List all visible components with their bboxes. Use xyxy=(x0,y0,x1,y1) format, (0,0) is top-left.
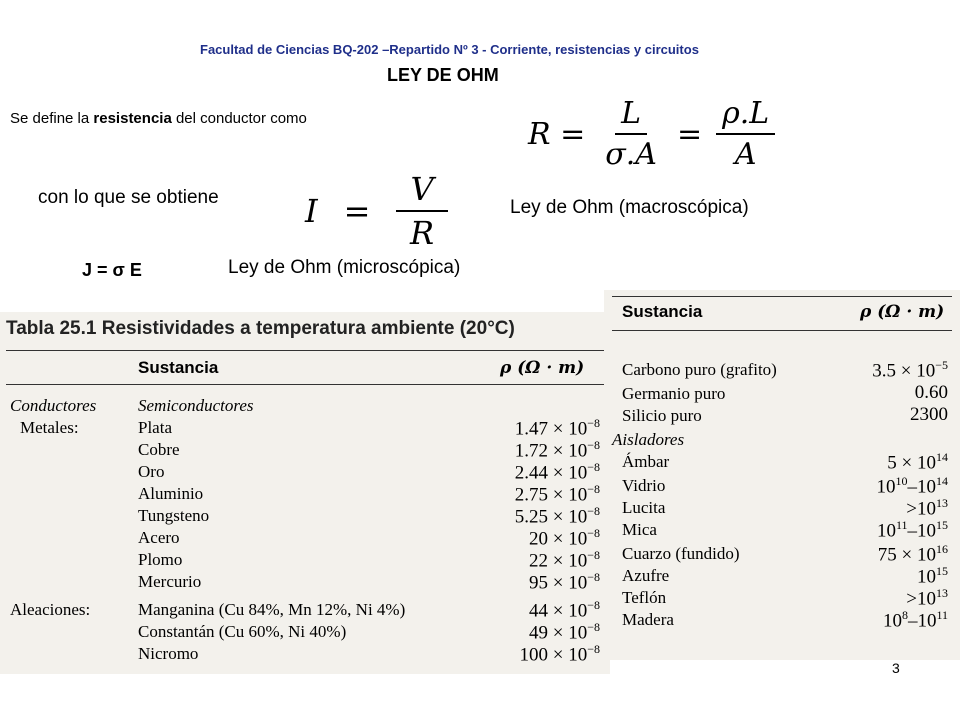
table2-row-value xyxy=(883,608,948,632)
table1-row-value xyxy=(529,548,600,572)
table2-row-value xyxy=(878,542,948,566)
formula2-fraction xyxy=(396,170,447,252)
table1-value-exponent: −8 xyxy=(587,526,600,540)
table1-row-value xyxy=(515,416,600,440)
table2-row-name: Cuarzo (fundido) xyxy=(622,544,740,563)
course-header: Facultad de Ciencias BQ-202 –Repartido Nº 3 - Corriente, resistencias y circuitos xyxy=(200,42,699,57)
table1-value-exponent: −8 xyxy=(587,482,600,496)
table2-value-base: >10 xyxy=(906,588,936,610)
intro-bold-term: resistencia xyxy=(93,110,172,127)
table1-row-value xyxy=(515,438,600,462)
table2-row-name: Silicio puro xyxy=(622,406,702,425)
intro-before: Se define la xyxy=(10,110,94,127)
table2-row-name: Lucita xyxy=(622,498,666,517)
table1-value-mantissa: 95 × 10 xyxy=(529,572,588,594)
table2-value-base: 0.60 xyxy=(914,382,948,403)
table2-value-base: 10 xyxy=(917,566,936,588)
table1-value-mantissa: 1.47 × 10 xyxy=(514,418,588,440)
table2-value-base: 2300 xyxy=(910,404,948,425)
table1-row-name: Plomo xyxy=(138,550,183,569)
table2-value-exponent: −5 xyxy=(935,358,948,372)
micro-label: Ley de Ohm (microscópica) xyxy=(228,257,461,278)
table1-row-name: Plata xyxy=(138,418,172,437)
table2-value-base: 10 xyxy=(876,476,896,498)
table2-top-rule xyxy=(612,296,952,297)
table2-row-value xyxy=(877,474,949,498)
table1-row-value xyxy=(529,526,600,550)
table2-row-name: Mica xyxy=(622,520,657,539)
table2-value-base: 3.5 × 10 xyxy=(872,360,936,382)
table1-row-name: Acero xyxy=(138,528,180,547)
table1-group-metals: Metales: xyxy=(20,418,79,437)
table1-value-mantissa: 44 × 10 xyxy=(529,600,588,622)
table2-row-name: Ámbar xyxy=(622,452,670,471)
table1-value-mantissa: 5.25 × 10 xyxy=(514,506,588,528)
table2-row-value xyxy=(915,382,948,404)
page-number: 3 xyxy=(892,660,900,676)
table2-row-name: Teflón xyxy=(622,588,667,607)
formula2-equals: = xyxy=(343,192,371,230)
formula2-num: V xyxy=(396,170,447,212)
table1-value-exponent: −8 xyxy=(587,416,600,430)
table2-value-exponent: 16 xyxy=(936,542,948,556)
table2-row-name: Carbono puro (grafito) xyxy=(622,360,777,379)
ohm-formula xyxy=(305,170,448,252)
table2-value-exponent: 13 xyxy=(936,586,948,600)
table2-value-suffix: –10 xyxy=(907,610,937,632)
table1-top-rule xyxy=(6,350,606,351)
table2-value-base: >10 xyxy=(906,498,936,520)
table1-value-mantissa: 100 × 10 xyxy=(519,644,588,666)
table1-row-name: Mercurio xyxy=(138,572,202,591)
table1-value-exponent: −8 xyxy=(587,598,600,612)
table2-value-suffix: –10 xyxy=(907,520,936,542)
resistivity-table-1 xyxy=(0,312,610,674)
table2-row-value xyxy=(906,586,948,610)
table1-value-mantissa: 2.44 × 10 xyxy=(514,462,588,484)
table1-value-exponent: −8 xyxy=(587,620,600,634)
resistivity-table-2 xyxy=(604,290,960,660)
table1-row-name: Cobre xyxy=(138,440,180,459)
table1-row-name: Nicromo xyxy=(138,644,199,663)
table2-value-base: 5 × 10 xyxy=(887,452,936,474)
table2-value-exponent: 14 xyxy=(936,450,948,464)
table1-row-value xyxy=(529,620,600,644)
formula1-fraction-2 xyxy=(716,96,775,172)
table1-row-value xyxy=(529,598,600,622)
table2-value-exponent: 13 xyxy=(936,496,948,510)
table2-value-exponent: 15 xyxy=(936,564,948,578)
table1-value-mantissa: 2.75 × 10 xyxy=(514,484,588,506)
formula1-frac1-den: σ.A xyxy=(605,137,657,172)
table1-value-exponent: −8 xyxy=(587,460,600,474)
table2-row-name: Vidrio xyxy=(622,476,666,495)
table2-value-exponent-2: 11 xyxy=(936,608,948,622)
table1-value-exponent: −8 xyxy=(587,642,600,656)
formula1-frac2-num: ρ.L xyxy=(716,96,775,135)
table1-col-rho: ρ (Ω · m) xyxy=(500,358,585,378)
formula1-fraction-1 xyxy=(599,96,663,172)
formula1-lhs: R = xyxy=(528,116,586,152)
table1-value-mantissa: 20 × 10 xyxy=(529,528,588,550)
table1-value-exponent: −8 xyxy=(587,504,600,518)
page-title: LEY DE OHM xyxy=(387,65,499,85)
intro-after: del conductor como xyxy=(171,110,307,127)
table1-row-value xyxy=(520,642,601,666)
table1-row-name: Oro xyxy=(138,462,165,481)
table1-col-substance: Sustancia xyxy=(138,358,219,377)
table2-row-name: Madera xyxy=(622,610,674,629)
table1-header-rule xyxy=(6,384,606,385)
table2-row-name: Germanio puro xyxy=(622,384,726,403)
table1-value-mantissa: 22 × 10 xyxy=(529,550,588,572)
table1-row-value xyxy=(515,482,600,506)
table2-value-base: 10 xyxy=(882,610,902,632)
table2-value-base: 10 xyxy=(876,520,896,542)
table2-value-suffix: –10 xyxy=(907,476,936,498)
table2-row-value xyxy=(917,564,948,588)
table1-value-mantissa: 49 × 10 xyxy=(529,622,588,644)
table2-value-exponent-2: 14 xyxy=(936,474,948,488)
table1-group-alloys: Aleaciones: xyxy=(10,600,91,619)
table1-value-mantissa: 1.72 × 10 xyxy=(514,440,588,462)
table1-row-value xyxy=(515,460,600,484)
table1-row-name: Aluminio xyxy=(138,484,204,503)
table2-value-exponent: 8 xyxy=(901,608,908,622)
table1-title: Tabla 25.1 Resistividades a temperatura ambiente (20°C) xyxy=(6,318,515,339)
table2-col-rho: ρ (Ω · m) xyxy=(860,302,945,322)
table1-group-conductors: Conductores xyxy=(10,396,97,415)
table1-row-value xyxy=(529,570,600,594)
table1-value-exponent: −8 xyxy=(587,570,600,584)
table1-group-semiconductors: Semiconductores xyxy=(138,396,254,415)
table2-row-value xyxy=(877,518,948,542)
table2-col-substance: Sustancia xyxy=(622,302,703,321)
table1-row-name: Tungsteno xyxy=(138,506,210,525)
table2-row-value xyxy=(910,404,948,426)
table2-value-base: 75 × 10 xyxy=(877,544,936,566)
resistance-formula xyxy=(528,96,775,172)
formula1-frac1-num: L xyxy=(615,96,647,135)
intro-text xyxy=(10,110,307,127)
micro-formula: J = σ E xyxy=(82,260,142,280)
table2-header-rule xyxy=(612,330,952,331)
formula1-equals: = xyxy=(676,116,703,152)
table2-row-value xyxy=(887,450,948,474)
formula2-den: R xyxy=(409,214,435,252)
table1-value-exponent: −8 xyxy=(587,548,600,562)
formula2-lhs: I xyxy=(305,192,318,230)
table2-row-value xyxy=(906,496,948,520)
table1-value-exponent: −8 xyxy=(587,438,600,452)
table2-row-name: Azufre xyxy=(622,566,670,585)
table1-row-value xyxy=(515,504,600,528)
macro-label: Ley de Ohm (macroscópica) xyxy=(510,197,749,218)
table2-value-exponent: 10 xyxy=(895,474,908,488)
table1-row-name: Constantán (Cu 60%, Ni 40%) xyxy=(138,622,347,641)
table2-value-exponent: 11 xyxy=(895,518,908,532)
table2-row-value xyxy=(872,358,948,382)
table2-group-insulators: Aisladores xyxy=(612,430,685,449)
obtain-label: con lo que se obtiene xyxy=(38,187,219,208)
table1-row-name: Manganina (Cu 84%, Mn 12%, Ni 4%) xyxy=(138,600,406,619)
table2-value-exponent-2: 15 xyxy=(936,518,948,532)
formula1-frac2-den: A xyxy=(734,137,757,172)
